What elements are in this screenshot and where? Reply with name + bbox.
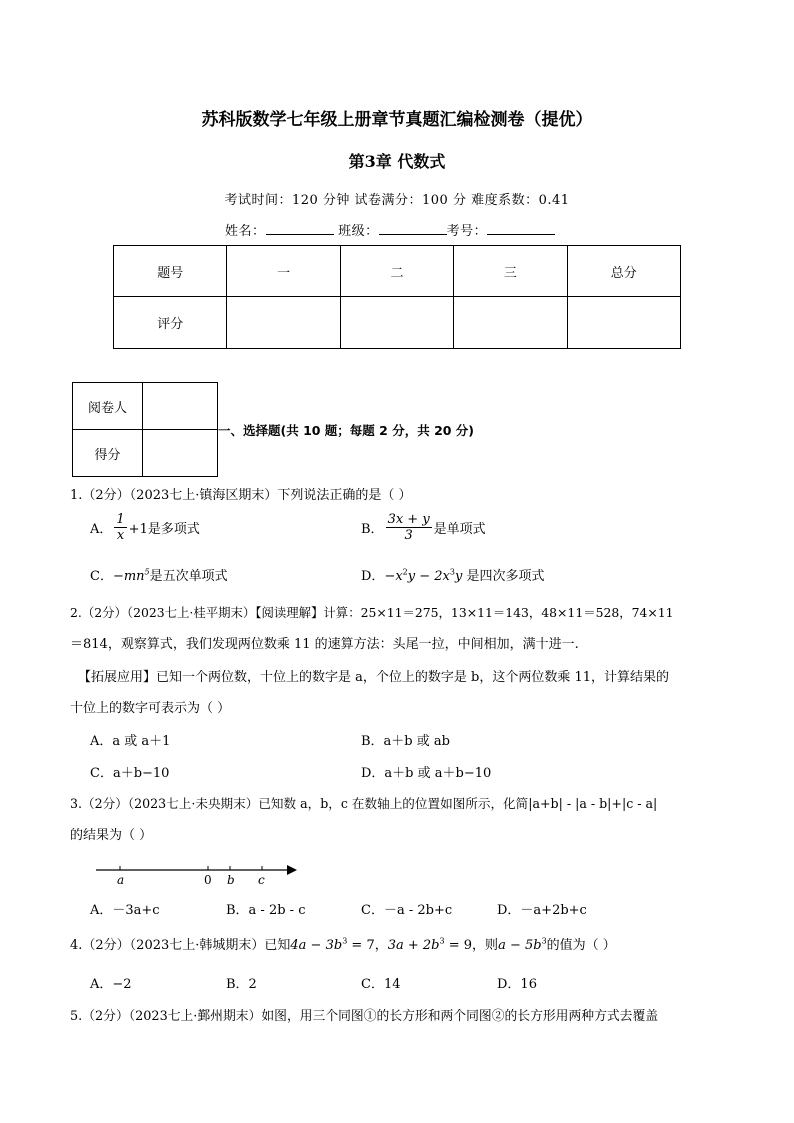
q4-stem-pre: 4.（2分）（2023七上·韩城期末）已知 xyxy=(70,938,291,953)
q3-option-a[interactable]: A．－3a+c xyxy=(90,903,160,918)
q1-option-a[interactable] xyxy=(90,512,200,543)
q1-option-b[interactable] xyxy=(361,512,486,543)
q2-option-c[interactable]: C．a＋b−10 xyxy=(90,766,170,781)
q1-b-fraction xyxy=(386,512,432,543)
grader-label: 阅卷人 xyxy=(73,383,143,430)
q3-option-c[interactable]: C．－a - 2b+c xyxy=(361,903,453,918)
score-cell[interactable] xyxy=(454,297,567,349)
q1-c-expr: −mn xyxy=(112,569,145,584)
q1-a-fraction xyxy=(114,512,126,543)
grader-table xyxy=(72,382,218,477)
q4-eq1: = 7 xyxy=(347,938,375,953)
q2-line2: ＝814，观察算式，我们发现两位数乘 11 的速算方法：头尾一拉，中间相加，满十进一. xyxy=(70,637,579,652)
q1-a-tail: +1是多项式 xyxy=(128,522,200,537)
number-line-arrow xyxy=(287,865,297,875)
q1-d-expr3: y xyxy=(454,569,463,584)
q4-stem xyxy=(70,934,616,953)
q1-c-prefix: C． xyxy=(90,569,113,584)
q1-option-c[interactable] xyxy=(90,565,228,584)
number-line-figure xyxy=(90,858,305,888)
q2-line1: 2.（2分）（2023七上·桂平期末）【阅读理解】计算：25×11＝275，13×11＝143，48×11＝528，74×11 xyxy=(70,605,674,620)
q4-sep: ， xyxy=(374,938,388,953)
name-blank[interactable] xyxy=(266,223,334,235)
q4-option-a[interactable]: A．−2 xyxy=(90,977,132,992)
label-a: a xyxy=(117,873,125,887)
q1-d-expr2: y − 2x xyxy=(407,569,450,584)
q4-eq2: = 9 xyxy=(444,938,473,953)
id-blank[interactable] xyxy=(487,223,555,235)
grader-score-cell[interactable] xyxy=(143,430,218,477)
q1-d-exp2: 3 xyxy=(449,567,455,577)
q1-a-den: x xyxy=(116,528,125,543)
score-header-cell: 题号 xyxy=(114,246,227,297)
q4-expr1: 4a − 3b xyxy=(290,938,343,953)
score-cell[interactable] xyxy=(567,297,680,349)
exam-meta: 考试时间：120 分钟 试卷满分：100 分 难度系数：0.41 xyxy=(224,193,570,208)
score-table xyxy=(113,245,681,349)
q2-option-d[interactable]: D．a＋b 或 a＋b−10 xyxy=(361,766,492,781)
q1-c-tail: 是五次单项式 xyxy=(149,569,228,584)
q1-option-d[interactable] xyxy=(361,565,544,584)
q2-option-a[interactable]: A．a 或 a＋1 xyxy=(90,734,171,749)
score-header-cell: 三 xyxy=(454,246,567,297)
q1-c-exp: 5 xyxy=(144,567,150,577)
q1-a-num: 1 xyxy=(116,512,125,527)
page-title: 苏科版数学七年级上册章节真题汇编检测卷（提优） xyxy=(201,110,593,130)
q3-line1: 3.（2分）（2023七上·未央期末）已知数 a，b，c 在数轴上的位置如图所示，化简|a+b| - |a - b|+|c - a| xyxy=(70,796,658,811)
q4-stem-post: 的值为（ ） xyxy=(546,938,616,953)
q2-line3: 【拓展应用】已知一个两位数，十位上的数字是 a，个位上的数字是 b，这个两位数乘 11，计算结果的 xyxy=(78,670,670,685)
id-label: 考号： xyxy=(446,224,488,239)
grader-cell[interactable] xyxy=(143,383,218,430)
q1-d-tail: 是四次多项式 xyxy=(462,569,545,584)
q1-d-exp1: 2 xyxy=(402,567,408,577)
score-cell[interactable] xyxy=(340,297,453,349)
q4-option-d[interactable]: D．16 xyxy=(497,977,537,992)
q4-exp2: 3 xyxy=(439,936,445,946)
q1-a-prefix: A． xyxy=(90,522,113,537)
score-row-label: 评分 xyxy=(114,297,227,349)
q3-option-d[interactable]: D．－a+2b+c xyxy=(497,903,587,918)
student-info xyxy=(225,220,555,239)
score-header-cell: 总分 xyxy=(567,246,680,297)
q4-expr3: a − 5b xyxy=(498,938,542,953)
score-header-cell: 二 xyxy=(340,246,453,297)
q2-option-b[interactable]: B．a＋b 或 ab xyxy=(361,734,450,749)
q1-d-prefix: D． xyxy=(361,569,385,584)
q5-line1: 5.（2分）（2023七上·鄞州期末）如图，用三个同图①的长方形和两个同图②的长方形用两种方式去覆盖 xyxy=(70,1009,659,1024)
section-heading: 一、选择题(共 10 题；每题 2 分，共 20 分) xyxy=(218,423,475,438)
q4-expr2: 3a + 2b xyxy=(387,938,440,953)
score-header-cell: 一 xyxy=(227,246,340,297)
q1-d-expr1: −x xyxy=(384,569,403,584)
q4-mid: ，则 xyxy=(472,938,499,953)
score-cell[interactable] xyxy=(227,297,340,349)
q2-line4: 十位上的数字可表示为（ ） xyxy=(70,701,231,716)
label-c: c xyxy=(258,873,265,887)
q1-b-prefix: B． xyxy=(361,522,384,537)
q3-line2: 的结果为（ ） xyxy=(70,828,153,843)
label-b: b xyxy=(227,873,235,887)
q4-exp3: 3 xyxy=(541,936,547,946)
score-label: 得分 xyxy=(73,430,143,477)
q1-b-tail: 是单项式 xyxy=(433,522,486,537)
q4-option-b[interactable]: B．2 xyxy=(226,977,257,992)
label-zero: 0 xyxy=(204,873,212,887)
name-label: 姓名： xyxy=(225,224,266,239)
q4-option-c[interactable]: C．14 xyxy=(361,977,401,992)
chapter-title: 第3章 代数式 xyxy=(348,152,446,171)
q1-stem: 1.（2分）（2023七上·镇海区期末）下列说法正确的是（ ） xyxy=(70,488,412,503)
q1-b-den: 3 xyxy=(404,528,413,543)
q4-exp1: 3 xyxy=(342,936,348,946)
class-label: 班级： xyxy=(338,224,379,239)
q1-b-num: 3x + y xyxy=(387,512,430,527)
class-blank[interactable] xyxy=(379,223,447,235)
q3-option-b[interactable]: B．a - 2b - c xyxy=(226,903,306,918)
